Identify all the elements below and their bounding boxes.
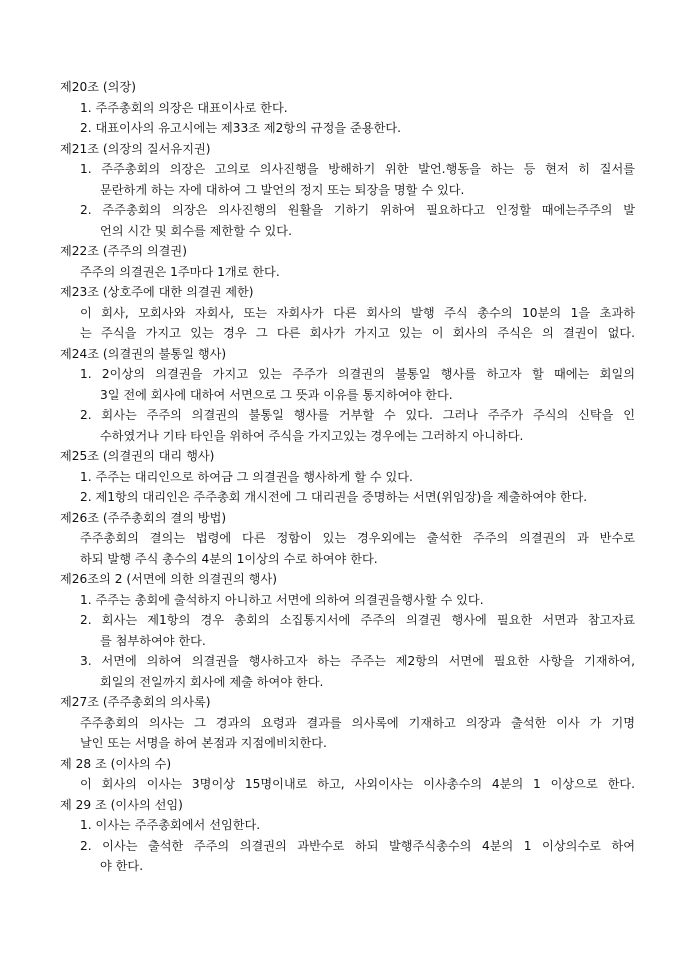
document-line: 2. 대표이사의 유고시에는 제33조 제2항의 규정을 준용한다.	[80, 121, 402, 135]
article-heading: 제20조 (의장)	[60, 80, 136, 94]
document-line: 1. 주주총회의 의장은 고의로 의사진행을 방해하기 위한 발언.행동을 하는 등 현저 히 질서를	[80, 162, 635, 176]
article-heading: 제27조 (주주총회의 의사록)	[60, 695, 211, 709]
document-line: 수하였거나 기타 타인을 위하여 주식을 가지고있는 경우에는 그러하지 아니하다.	[100, 428, 524, 443]
document-line: 날인 또는 서명을 하여 본점과 지점에비치한다.	[80, 736, 327, 750]
document-line: 야 한다.	[100, 859, 144, 873]
document-line: 이 회사의 이사는 3명이상 15명이내로 하고, 사외이사는 이사총수의 4분의 1 이상으로 한다.	[80, 777, 635, 791]
document-line: 주주총회의 결의는 법령에 다른 정함이 있는 경우외에는 출석한 주주의 의결권의 과 반수로	[80, 531, 635, 545]
document-body	[60, 77, 635, 877]
document-line: 문란하게 하는 자에 대하여 그 발언의 정지 또는 퇴장을 명할 수 있다.	[100, 182, 465, 197]
document-line: 주주의 의결권은 1주마다 1개로 한다.	[80, 264, 280, 279]
article-heading: 제21조 (의장의 질서유지권)	[60, 141, 211, 156]
article-heading: 제26조의 2 (서면에 의한 의결권의 행사)	[60, 572, 277, 586]
article-heading: 제22조 (주주의 의결권)	[60, 244, 187, 258]
document-line: 2. 제1항의 대리인은 주주총회 개시전에 그 대리권을 증명하는 서면(위임장)을 제출하여야 한다.	[80, 490, 588, 504]
document-line: 이 회사, 모회사와 자회사, 또는 자회사가 다른 회사의 발행 주식 총수의 10분의 1을 초과하	[80, 305, 635, 320]
document-line: 1. 주주는 총회에 출석하지 아니하고 서면에 의하여 의결권을행사할 수 있다.	[80, 592, 484, 607]
document-line: 주주총회의 의사는 그 경과의 요령과 결과를 의사록에 기재하고 의장과 출석한 이사 가 기명	[80, 715, 635, 730]
document-line: 2. 회사는 주주의 의결권의 불통일 행사를 거부할 수 있다. 그러나 주주가 주식의 신탁을 인	[80, 408, 635, 422]
document-line: 2. 주주총회의 의장은 의사진행의 원활을 기하기 위하여 필요하다고 인정할 때에는주주의 발	[80, 203, 635, 217]
article-heading: 제 28 조 (이사의 수)	[60, 756, 172, 771]
document-line: 3일 전에 회사에 대하여 서면으로 그 뜻과 이유를 통지하여야 한다.	[100, 387, 453, 402]
article-heading: 제26조 (주주총회의 결의 방법)	[60, 510, 227, 525]
document-line: 언의 시간 및 회수를 제한할 수 있다.	[100, 223, 292, 238]
document-line: 1. 주주는 대리인으로 하여금 그 의결권을 행사하게 할 수 있다.	[80, 469, 413, 484]
document-line: 2. 회사는 제1항의 경우 총회의 소집통지서에 주주의 의결권 행사에 필요한 서면과 참고자료	[80, 613, 635, 627]
article-heading: 제25조 (의결권의 대리 행사)	[60, 449, 215, 463]
document-line: 하되 발행 주식 총수의 4분의 1이상의 수로 하여야 한다.	[80, 551, 378, 566]
document-line: 3. 서면에 의하여 의결권을 행사하고자 하는 주주는 제2항의 서면에 필요한 사항을 기재하여,	[80, 654, 635, 668]
document-line: 1. 주주총회의 의장은 대표이사로 한다.	[80, 100, 288, 115]
document-line: 1. 이사는 주주총회에서 선임한다.	[80, 818, 261, 832]
document-line: 2. 이사는 출석한 주주의 의결권의 과반수로 하되 발행주식총수의 4분의 1 이상의수로 하여	[80, 838, 635, 853]
article-heading: 제23조 (상호주에 대한 의결권 제한)	[60, 285, 254, 299]
document-line: 는 주식을 가지고 있는 경우 그 다른 회사가 가지고 있는 이 회사의 주식은 의 결권이 없다.	[80, 326, 635, 340]
article-heading: 제24조 (의결권의 불통일 행사)	[60, 346, 227, 361]
document-line: 1. 2이상의 의결권을 가지고 있는 주주가 의결권의 불통일 행사를 하고자 할 때에는 회일의	[80, 367, 635, 381]
document-line: 회일의 전일까지 회사에 제출 하여야 한다.	[100, 674, 324, 689]
document-line: 를 첨부하여야 한다.	[100, 633, 206, 648]
article-heading: 제 29 조 (이사의 선임)	[60, 797, 183, 812]
